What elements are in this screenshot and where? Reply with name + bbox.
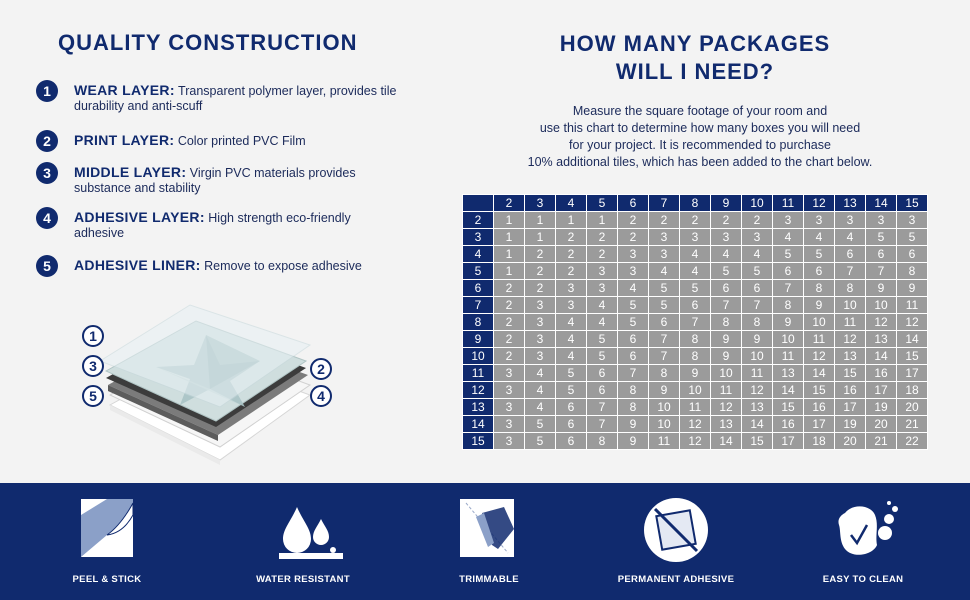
packages-description (480, 103, 920, 171)
table-cell: 8 (618, 382, 649, 399)
table-cell: 13 (835, 348, 866, 365)
table-cell: 6 (556, 399, 587, 416)
table-row (463, 416, 928, 433)
table-cell: 3 (525, 314, 556, 331)
table-cell: 3 (897, 212, 928, 229)
table-cell: 8 (680, 331, 711, 348)
table-cell: 3 (649, 246, 680, 263)
desc-line: Measure the square footage of your room and (572, 104, 828, 118)
table-cell: 3 (556, 297, 587, 314)
table-cell: 9 (866, 280, 897, 297)
features-bar (0, 483, 970, 600)
table-cell: 3 (525, 348, 556, 365)
table-row (463, 433, 928, 450)
table-cell: 11 (804, 331, 835, 348)
table-cell: 10 (680, 382, 711, 399)
table-cell: 2 (649, 212, 680, 229)
table-cell: 12 (742, 382, 773, 399)
table-cell: 4 (587, 314, 618, 331)
table-cell: 12 (835, 331, 866, 348)
table-cell: 3 (835, 212, 866, 229)
table-cell: 1 (587, 212, 618, 229)
table-cell: 3 (618, 246, 649, 263)
diagram-label-2: 2 (310, 358, 332, 380)
feature-label: PERMANENT ADHESIVE (617, 574, 735, 585)
row-header: 15 (463, 433, 494, 450)
column-header: 5 (587, 195, 618, 212)
table-cell: 2 (587, 246, 618, 263)
table-cell: 21 (866, 433, 897, 450)
table-cell: 2 (494, 280, 525, 297)
table-cell: 17 (804, 416, 835, 433)
table-cell: 3 (494, 433, 525, 450)
sponge-icon (823, 495, 903, 561)
table-cell: 15 (804, 382, 835, 399)
feature-label: TRIMMABLE (459, 574, 519, 585)
table-row (463, 348, 928, 365)
table-cell: 8 (742, 314, 773, 331)
table-header-row (463, 195, 928, 212)
table-cell: 6 (556, 433, 587, 450)
table-cell: 9 (711, 331, 742, 348)
diagram-label-5: 5 (82, 385, 104, 407)
table-cell: 1 (494, 212, 525, 229)
table-cell: 4 (525, 365, 556, 382)
table-cell: 10 (742, 348, 773, 365)
feature-permanent-adhesive (601, 483, 751, 600)
table-cell: 3 (649, 229, 680, 246)
table-cell: 6 (711, 280, 742, 297)
table-cell: 9 (680, 365, 711, 382)
row-header: 9 (463, 331, 494, 348)
table-cell: 13 (711, 416, 742, 433)
column-header: 9 (711, 195, 742, 212)
table-cell: 18 (897, 382, 928, 399)
packages-title-line2: WILL I NEED? (615, 59, 775, 84)
table-cell: 11 (649, 433, 680, 450)
table-cell: 9 (742, 331, 773, 348)
table-cell: 9 (618, 416, 649, 433)
table-cell: 5 (587, 348, 618, 365)
layer-desc: Remove to expose adhesive (204, 259, 362, 273)
table-cell: 17 (897, 365, 928, 382)
table-cell: 9 (711, 348, 742, 365)
table-cell: 17 (773, 433, 804, 450)
table-cell: 3 (773, 212, 804, 229)
table-cell: 1 (556, 212, 587, 229)
column-header: 7 (649, 195, 680, 212)
table-cell: 13 (742, 399, 773, 416)
table-cell: 14 (897, 331, 928, 348)
table-cell: 7 (649, 331, 680, 348)
table-corner-cell (463, 195, 494, 212)
table-cell: 2 (494, 348, 525, 365)
layer-name: ADHESIVE LINER: (74, 257, 201, 273)
table-cell: 4 (649, 263, 680, 280)
layer-desc: Virgin PVC materials provides substance and stability (74, 166, 356, 195)
desc-line: 10% additional tiles, which has been added to the chart below. (527, 155, 873, 169)
table-cell: 18 (804, 433, 835, 450)
table-cell: 3 (680, 229, 711, 246)
table-cell: 5 (711, 263, 742, 280)
table-cell: 1 (494, 263, 525, 280)
table-cell: 12 (866, 314, 897, 331)
table-cell: 3 (742, 229, 773, 246)
table-cell: 16 (804, 399, 835, 416)
table-cell: 7 (742, 297, 773, 314)
column-header: 11 (773, 195, 804, 212)
table-cell: 5 (587, 331, 618, 348)
number-badge: 1 (36, 80, 58, 102)
table-cell: 2 (525, 263, 556, 280)
table-cell: 5 (897, 229, 928, 246)
table-cell: 5 (804, 246, 835, 263)
table-cell: 20 (835, 433, 866, 450)
table-cell: 5 (525, 433, 556, 450)
table-row (463, 263, 928, 280)
row-header: 10 (463, 348, 494, 365)
table-cell: 4 (525, 382, 556, 399)
column-header: 8 (680, 195, 711, 212)
table-cell: 2 (525, 280, 556, 297)
table-cell: 2 (587, 229, 618, 246)
table-cell: 6 (835, 246, 866, 263)
table-cell: 2 (556, 229, 587, 246)
table-cell: 2 (680, 212, 711, 229)
table-cell: 14 (773, 382, 804, 399)
feature-peel-stick (32, 483, 182, 600)
table-cell: 4 (556, 348, 587, 365)
table-cell: 6 (587, 365, 618, 382)
table-cell: 4 (525, 399, 556, 416)
row-header: 13 (463, 399, 494, 416)
table-cell: 5 (649, 280, 680, 297)
table-cell: 10 (866, 297, 897, 314)
table-cell: 2 (525, 246, 556, 263)
table-cell: 12 (680, 433, 711, 450)
column-header: 4 (556, 195, 587, 212)
table-cell: 2 (494, 314, 525, 331)
table-cell: 11 (680, 399, 711, 416)
column-header: 13 (835, 195, 866, 212)
table-cell: 2 (556, 246, 587, 263)
table-cell: 7 (587, 416, 618, 433)
table-cell: 5 (618, 314, 649, 331)
table-cell: 9 (618, 433, 649, 450)
table-cell: 14 (804, 365, 835, 382)
table-cell: 10 (711, 365, 742, 382)
number-badge: 4 (36, 207, 58, 229)
table-cell: 2 (711, 212, 742, 229)
table-cell: 4 (556, 314, 587, 331)
column-header: 14 (866, 195, 897, 212)
table-cell: 9 (897, 280, 928, 297)
row-header: 2 (463, 212, 494, 229)
column-header: 10 (742, 195, 773, 212)
table-cell: 3 (494, 365, 525, 382)
table-cell: 6 (587, 382, 618, 399)
table-cell: 7 (618, 365, 649, 382)
table-cell: 5 (742, 263, 773, 280)
row-header: 3 (463, 229, 494, 246)
number-badge: 3 (36, 162, 58, 184)
layer-name: WEAR LAYER: (74, 82, 175, 98)
table-cell: 5 (680, 280, 711, 297)
table-row (463, 212, 928, 229)
table-cell: 16 (866, 365, 897, 382)
table-cell: 6 (866, 246, 897, 263)
table-cell: 3 (866, 212, 897, 229)
feature-label: PEEL & STICK (72, 574, 142, 585)
table-cell: 3 (494, 416, 525, 433)
row-header: 4 (463, 246, 494, 263)
table-cell: 3 (587, 280, 618, 297)
table-cell: 17 (835, 399, 866, 416)
table-cell: 15 (835, 365, 866, 382)
table-cell: 2 (742, 212, 773, 229)
table-cell: 8 (680, 348, 711, 365)
feature-easy-to-clean (788, 483, 938, 600)
table-cell: 13 (866, 331, 897, 348)
table-cell: 16 (773, 416, 804, 433)
table-cell: 6 (897, 246, 928, 263)
layer-name: ADHESIVE LAYER: (74, 209, 205, 225)
table-cell: 2 (556, 263, 587, 280)
table-cell: 12 (804, 348, 835, 365)
table-cell: 19 (866, 399, 897, 416)
table-cell: 7 (649, 348, 680, 365)
knife-cut-icon (454, 495, 524, 561)
table-cell: 3 (618, 263, 649, 280)
table-cell: 16 (835, 382, 866, 399)
row-header: 8 (463, 314, 494, 331)
table-cell: 8 (897, 263, 928, 280)
table-cell: 5 (525, 416, 556, 433)
diagram-label-4: 4 (310, 385, 332, 407)
table-cell: 5 (556, 365, 587, 382)
table-cell: 7 (711, 297, 742, 314)
layer-desc: High strength eco-friendly adhesive (74, 211, 351, 240)
layer-name: PRINT LAYER: (74, 132, 175, 148)
table-cell: 12 (711, 399, 742, 416)
table-cell: 11 (742, 365, 773, 382)
table-cell: 3 (556, 280, 587, 297)
table-row (463, 365, 928, 382)
table-cell: 4 (680, 246, 711, 263)
table-cell: 5 (866, 229, 897, 246)
table-cell: 3 (804, 212, 835, 229)
table-cell: 4 (556, 331, 587, 348)
layer-name: MIDDLE LAYER: (74, 164, 187, 180)
table-cell: 7 (835, 263, 866, 280)
table-cell: 2 (618, 229, 649, 246)
table-cell: 3 (587, 263, 618, 280)
desc-line: use this chart to determine how many boxes you will need (539, 121, 861, 135)
row-header: 11 (463, 365, 494, 382)
table-cell: 8 (773, 297, 804, 314)
peel-stick-icon (77, 495, 137, 561)
table-cell: 11 (835, 314, 866, 331)
table-cell: 7 (773, 280, 804, 297)
table-cell: 1 (525, 229, 556, 246)
table-cell: 13 (773, 365, 804, 382)
table-cell: 8 (804, 280, 835, 297)
row-header: 6 (463, 280, 494, 297)
table-cell: 3 (494, 382, 525, 399)
diagram-label-3: 3 (82, 355, 104, 377)
desc-line: for your project. It is recommended to purchase (569, 138, 831, 152)
table-cell: 7 (680, 314, 711, 331)
table-cell: 4 (835, 229, 866, 246)
table-cell: 8 (587, 433, 618, 450)
table-cell: 4 (587, 297, 618, 314)
table-cell: 11 (711, 382, 742, 399)
table-cell: 6 (742, 280, 773, 297)
table-cell: 6 (556, 416, 587, 433)
table-cell: 5 (618, 297, 649, 314)
table-cell: 6 (618, 348, 649, 365)
table-cell: 10 (835, 297, 866, 314)
table-cell: 6 (649, 314, 680, 331)
table-row (463, 297, 928, 314)
table-cell: 6 (618, 331, 649, 348)
table-cell: 7 (866, 263, 897, 280)
table-row (463, 314, 928, 331)
table-cell: 15 (773, 399, 804, 416)
table-cell: 8 (835, 280, 866, 297)
row-header: 5 (463, 263, 494, 280)
row-header: 12 (463, 382, 494, 399)
row-header: 7 (463, 297, 494, 314)
table-cell: 15 (742, 433, 773, 450)
table-cell: 1 (525, 212, 556, 229)
number-badge: 5 (36, 255, 58, 277)
column-header: 12 (804, 195, 835, 212)
table-cell: 14 (711, 433, 742, 450)
table-cell: 19 (835, 416, 866, 433)
table-cell: 7 (587, 399, 618, 416)
table-cell: 3 (525, 331, 556, 348)
table-cell: 4 (618, 280, 649, 297)
table-cell: 12 (897, 314, 928, 331)
table-cell: 11 (773, 348, 804, 365)
table-cell: 21 (897, 416, 928, 433)
table-cell: 4 (680, 263, 711, 280)
table-cell: 2 (494, 331, 525, 348)
table-cell: 15 (897, 348, 928, 365)
column-header: 2 (494, 195, 525, 212)
table-row (463, 399, 928, 416)
table-cell: 9 (649, 382, 680, 399)
table-cell: 4 (742, 246, 773, 263)
number-badge: 2 (36, 130, 58, 152)
feature-label: EASY TO CLEAN (822, 574, 904, 585)
table-cell: 3 (494, 399, 525, 416)
layer-desc: Transparent polymer layer, provides tile durability and anti-scuff (74, 84, 397, 113)
table-cell: 5 (649, 297, 680, 314)
table-cell: 1 (494, 246, 525, 263)
water-drops-icon (253, 495, 353, 561)
packages-title (480, 30, 910, 86)
table-cell: 5 (556, 382, 587, 399)
packages-chart-table (462, 194, 928, 450)
table-row (463, 280, 928, 297)
table-cell: 22 (897, 433, 928, 450)
table-cell: 1 (494, 229, 525, 246)
table-row (463, 229, 928, 246)
table-cell: 10 (649, 399, 680, 416)
table-cell: 2 (618, 212, 649, 229)
adhesive-icon (641, 495, 711, 565)
table-row (463, 382, 928, 399)
feature-label: WATER RESISTANT (256, 574, 350, 585)
table-cell: 8 (618, 399, 649, 416)
table-cell: 20 (866, 416, 897, 433)
table-cell: 8 (711, 314, 742, 331)
feature-water-resistant (228, 483, 378, 600)
diagram-label-1: 1 (82, 325, 104, 347)
table-cell: 9 (804, 297, 835, 314)
table-cell: 20 (897, 399, 928, 416)
table-cell: 6 (680, 297, 711, 314)
column-header: 6 (618, 195, 649, 212)
quality-construction-title: QUALITY CONSTRUCTION (58, 30, 358, 55)
table-cell: 10 (773, 331, 804, 348)
table-cell: 3 (711, 229, 742, 246)
tile-layers-diagram (70, 295, 350, 470)
table-cell: 10 (649, 416, 680, 433)
tile-layers-illustration (70, 295, 350, 470)
table-cell: 6 (804, 263, 835, 280)
table-cell: 8 (649, 365, 680, 382)
column-header: 15 (897, 195, 928, 212)
table-cell: 14 (742, 416, 773, 433)
table-cell: 11 (897, 297, 928, 314)
table-cell: 5 (773, 246, 804, 263)
table-cell: 10 (804, 314, 835, 331)
feature-trimmable (414, 483, 564, 600)
layer-desc: Color printed PVC Film (177, 134, 306, 148)
table-cell: 9 (773, 314, 804, 331)
table-cell: 17 (866, 382, 897, 399)
column-header: 3 (525, 195, 556, 212)
table-cell: 4 (711, 246, 742, 263)
table-row (463, 246, 928, 263)
table-cell: 14 (866, 348, 897, 365)
table-row (463, 331, 928, 348)
table-cell: 12 (680, 416, 711, 433)
table-cell: 4 (773, 229, 804, 246)
row-header: 14 (463, 416, 494, 433)
table-cell: 6 (773, 263, 804, 280)
table-cell: 2 (494, 297, 525, 314)
table-cell: 3 (525, 297, 556, 314)
table-cell: 4 (804, 229, 835, 246)
packages-title-line1: HOW MANY PACKAGES (559, 31, 831, 56)
